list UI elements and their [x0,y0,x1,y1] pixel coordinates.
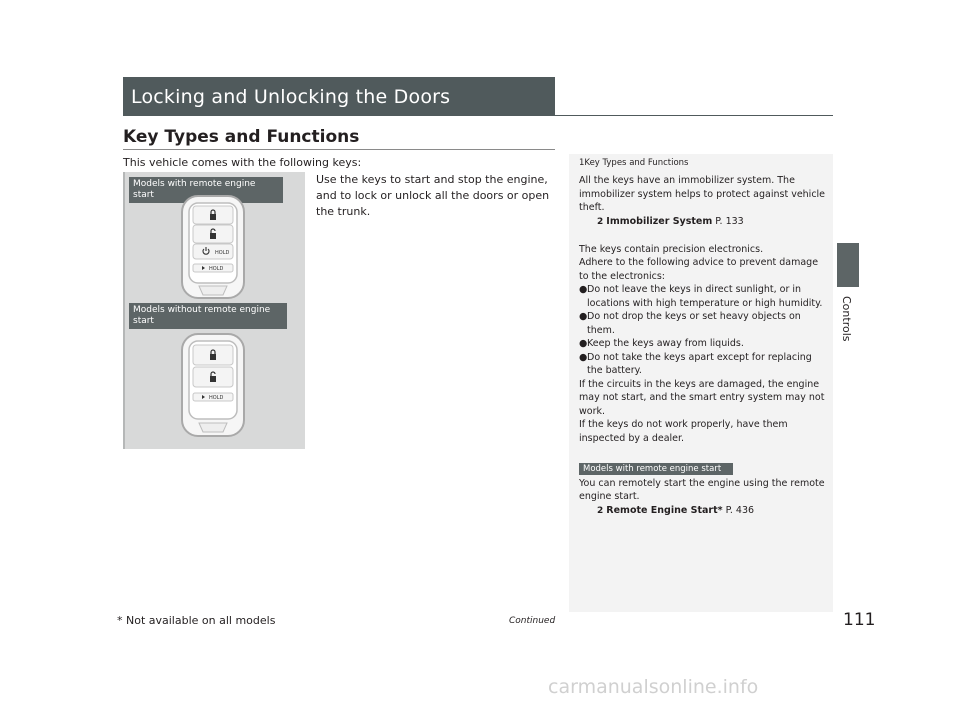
page-number: 111 [843,610,876,630]
chapter-tab [840,296,856,346]
header-divider [123,115,833,116]
section-title: Locking and Unlocking the Doors [131,86,451,108]
model-tag-remote-start-note: Models with remote engine start [579,463,733,475]
subheading-divider [123,149,555,150]
key-fob-standard-icon [177,330,249,440]
chapter-tab-label: Controls [840,296,853,342]
immobilizer-reference-link[interactable] [597,215,829,230]
key-fob-remote-start-icon [177,194,249,302]
bullet-text: Keep the keys away from liquids. [587,338,744,349]
side-note-body [579,174,829,518]
footnote: * Not available on all models [117,614,276,627]
side-note-panel [569,154,833,612]
side-note-para-6: You can remotely start the engine using the remote engine start. [579,477,825,502]
chapter-tab-marker [837,243,859,287]
reference-page: P. 436 [725,504,755,516]
side-note-para-4: If the circuits in the keys are damaged, the engine may not start, and the smart entry system may not work. [579,378,825,417]
bullet-text: Do not take the keys apart except for replacing the battery. [587,351,812,376]
watermark: carmanualsonline.info [548,676,759,698]
subheading: Key Types and Functions [123,127,360,147]
bullet-item: ● Do not take the keys apart except for replacing the battery. [579,351,829,378]
bullet-item: ● Do not leave the keys in direct sunlight, or in locations with high temperature or high humidity. [579,283,829,310]
key-illustration-panel [123,172,305,449]
continued-label: Continued [509,616,556,626]
intro-text: This vehicle comes with the following keys: [123,156,362,169]
bullet-item: ● Do not drop the keys or set heavy objects on them. [579,310,829,337]
side-note-title [579,158,688,168]
hold-label-2: HOLD [209,266,224,272]
model-tag-no-remote-start: Models without remote engine start [129,303,287,329]
bullet-text: Do not drop the keys or set heavy objects on them. [587,311,801,336]
hold-label-1: HOLD [215,250,230,256]
side-note-para-5: If the keys do not work properly, have them inspected by a dealer. [579,419,788,444]
model-tag-remote-start: Models with remote engine start [129,177,283,203]
reference-arrow-icon: 2 [597,505,604,516]
reference-label: Remote Engine Start [606,504,718,516]
reference-asterisk: * [717,504,723,516]
section-header [123,77,555,115]
side-note-para-2: The keys contain precision electronics. [579,243,764,255]
description-text: Use the keys to start and stop the engine, and to lock or unlock all the doors or open the trunk. [316,173,550,218]
remote-start-reference-link[interactable] [597,504,829,519]
reference-label: Immobilizer System [606,215,713,227]
reference-page: P. 133 [715,215,744,227]
side-note-number: 1 [579,158,585,168]
side-note-para-3: Adhere to the following advice to prevent damage to the electronics: [579,257,819,282]
side-note-para-1: All the keys have an immobilizer system. The immobilizer system helps to protect against vehicle theft. [579,175,826,213]
bullet-text: Do not leave the keys in direct sunlight, or in locations with high temperature or high humidity. [587,284,823,309]
side-note-title-text: Key Types and Functions [584,158,689,168]
reference-arrow-icon: 2 [597,216,604,227]
bullet-item: ● Keep the keys away from liquids. [579,338,744,349]
hold-label-3: HOLD [209,395,224,401]
